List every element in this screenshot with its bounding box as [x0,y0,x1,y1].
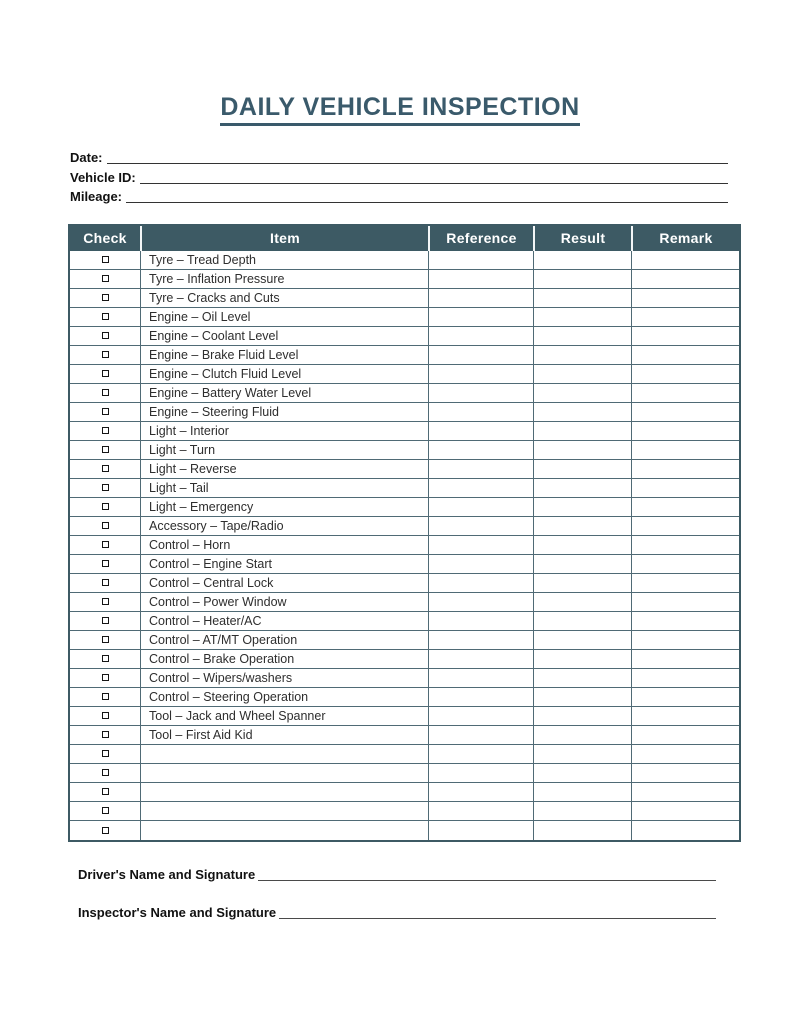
checkbox-icon[interactable] [102,655,109,662]
checkbox-icon[interactable] [102,598,109,605]
check-cell [70,289,140,308]
reference-cell[interactable] [428,612,533,631]
table-row [70,726,739,745]
checkbox-icon[interactable] [102,750,109,757]
reference-cell[interactable] [428,764,533,783]
result-cell[interactable] [533,308,631,327]
reference-cell[interactable] [428,707,533,726]
item-label: Tyre – Tread Depth [149,252,257,267]
check-cell [70,403,140,422]
item-label: Light – Interior [149,423,229,438]
item-cell [140,593,428,612]
checkbox-icon[interactable] [102,541,109,548]
table-row [70,384,739,403]
checkbox-icon[interactable] [102,503,109,510]
item-label: Accessory – Tape/Radio [149,518,284,533]
checkbox-icon[interactable] [102,465,109,472]
result-cell[interactable] [533,802,631,821]
table-row [70,441,739,460]
checkbox-icon[interactable] [102,408,109,415]
remark-cell[interactable] [631,555,739,574]
check-cell [70,612,140,631]
remark-cell[interactable] [631,346,739,365]
table-row [70,688,739,707]
item-cell [140,574,428,593]
remark-cell[interactable] [631,745,739,764]
result-cell[interactable] [533,365,631,384]
checkbox-icon[interactable] [102,788,109,795]
table-row [70,536,739,555]
inspection-table [68,224,741,842]
table-row [70,498,739,517]
check-cell [70,536,140,555]
reference-cell[interactable] [428,384,533,403]
reference-cell[interactable] [428,479,533,498]
check-cell [70,726,140,745]
reference-cell[interactable] [428,726,533,745]
item-cell [140,346,428,365]
checkbox-icon[interactable] [102,351,109,358]
remark-cell[interactable] [631,764,739,783]
page-title: DAILY VEHICLE INSPECTION [220,93,579,126]
remark-cell[interactable] [631,479,739,498]
driver-signature-label: Driver's Name and Signature [78,866,256,882]
check-cell [70,593,140,612]
checkbox-icon[interactable] [102,827,109,834]
checkbox-icon[interactable] [102,769,109,776]
item-cell [140,726,428,745]
item-label: Light – Reverse [149,461,237,476]
reference-cell[interactable] [428,498,533,517]
remark-cell[interactable] [631,631,739,650]
item-cell [140,308,428,327]
remark-cell[interactable] [631,289,739,308]
inspection-table-wrap [68,224,737,842]
item-cell [140,460,428,479]
result-cell[interactable] [533,688,631,707]
table-row [70,783,739,802]
remark-cell[interactable] [631,593,739,612]
table-row [70,745,739,764]
item-label: Tyre – Inflation Pressure [149,271,285,286]
remark-cell[interactable] [631,517,739,536]
inspector-signature-row [78,903,716,920]
checkbox-icon[interactable] [102,446,109,453]
table-row [70,612,739,631]
check-cell [70,574,140,593]
item-label: Tyre – Cracks and Cuts [149,290,280,305]
mileage-label: Mileage: [70,188,123,204]
table-row [70,270,739,289]
driver-signature-row [78,865,716,882]
item-cell [140,802,428,821]
checkbox-icon[interactable] [102,674,109,681]
col-header-item: Item [140,226,428,251]
reference-cell[interactable] [428,327,533,346]
result-cell[interactable] [533,517,631,536]
table-row [70,308,739,327]
item-label: Control – Steering Operation [149,689,309,704]
field-row-vehicle-id [70,166,728,185]
title-row [0,0,800,126]
reference-cell[interactable] [428,593,533,612]
result-cell[interactable] [533,384,631,403]
reference-cell[interactable] [428,346,533,365]
result-cell[interactable] [533,536,631,555]
table-header-row [70,226,739,251]
item-cell [140,365,428,384]
item-label: Light – Tail [149,480,209,495]
item-cell [140,764,428,783]
item-cell [140,745,428,764]
table-row [70,289,739,308]
header-fields [70,147,728,205]
checkbox-icon[interactable] [102,731,109,738]
vehicle-id-input-line[interactable] [140,170,728,184]
item-cell [140,631,428,650]
check-cell [70,745,140,764]
remark-cell[interactable] [631,460,739,479]
item-cell [140,327,428,346]
reference-cell[interactable] [428,460,533,479]
checkbox-icon[interactable] [102,617,109,624]
result-cell[interactable] [533,574,631,593]
table-row [70,669,739,688]
item-cell [140,688,428,707]
reference-cell[interactable] [428,289,533,308]
remark-cell[interactable] [631,365,739,384]
check-cell [70,631,140,650]
result-cell[interactable] [533,498,631,517]
remark-cell[interactable] [631,441,739,460]
mileage-input-line[interactable] [126,189,728,203]
table-row [70,707,739,726]
check-cell [70,365,140,384]
reference-cell[interactable] [428,821,533,840]
item-cell [140,821,428,840]
item-label: Engine – Brake Fluid Level [149,347,299,362]
reference-cell[interactable] [428,365,533,384]
check-cell [70,422,140,441]
reference-cell[interactable] [428,251,533,270]
result-cell[interactable] [533,783,631,802]
reference-cell[interactable] [428,802,533,821]
date-label: Date: [70,150,103,166]
item-cell [140,441,428,460]
item-cell [140,650,428,669]
result-cell[interactable] [533,441,631,460]
field-row-date [70,147,728,166]
table-row [70,422,739,441]
check-cell [70,498,140,517]
reference-cell[interactable] [428,745,533,764]
remark-cell[interactable] [631,308,739,327]
item-cell [140,384,428,403]
remark-cell[interactable] [631,821,739,840]
table-row [70,631,739,650]
table-row [70,517,739,536]
reference-cell[interactable] [428,422,533,441]
checkbox-icon[interactable] [102,484,109,491]
reference-cell[interactable] [428,555,533,574]
result-cell[interactable] [533,631,631,650]
reference-cell[interactable] [428,650,533,669]
reference-cell[interactable] [428,308,533,327]
col-header-reference: Reference [428,226,533,251]
table-row [70,479,739,498]
remark-cell[interactable] [631,802,739,821]
driver-signature-line[interactable] [258,869,716,881]
item-label: Control – Central Lock [149,575,274,590]
checkbox-icon[interactable] [102,807,109,814]
reference-cell[interactable] [428,631,533,650]
checkbox-icon[interactable] [102,522,109,529]
item-cell [140,251,428,270]
item-cell [140,403,428,422]
result-cell[interactable] [533,555,631,574]
table-row [70,593,739,612]
table-row [70,555,739,574]
check-cell [70,802,140,821]
remark-cell[interactable] [631,327,739,346]
checkbox-icon[interactable] [102,693,109,700]
item-cell [140,555,428,574]
check-cell [70,384,140,403]
result-cell[interactable] [533,403,631,422]
date-input-line[interactable] [107,150,728,164]
reference-cell[interactable] [428,669,533,688]
result-cell[interactable] [533,346,631,365]
inspector-signature-line[interactable] [279,907,716,919]
signature-section [78,865,716,920]
item-label: Light – Emergency [149,499,254,514]
reference-cell[interactable] [428,783,533,802]
table-row [70,403,739,422]
item-label: Control – Engine Start [149,556,272,571]
check-cell [70,346,140,365]
checkbox-icon[interactable] [102,313,109,320]
item-label: Control – Wipers/washers [149,670,293,685]
remark-cell[interactable] [631,422,739,441]
item-label: Control – Heater/AC [149,613,262,628]
checkbox-icon[interactable] [102,427,109,434]
result-cell[interactable] [533,726,631,745]
inspector-signature-label: Inspector's Name and Signature [78,904,277,920]
checkbox-icon[interactable] [102,636,109,643]
remark-cell[interactable] [631,669,739,688]
reference-cell[interactable] [428,270,533,289]
checkbox-icon[interactable] [102,712,109,719]
remark-cell[interactable] [631,498,739,517]
item-label: Tool – Jack and Wheel Spanner [149,708,326,723]
reference-cell[interactable] [428,517,533,536]
table-row [70,802,739,821]
col-header-remark: Remark [631,226,739,251]
item-cell [140,517,428,536]
remark-cell[interactable] [631,403,739,422]
result-cell[interactable] [533,270,631,289]
result-cell[interactable] [533,707,631,726]
remark-cell[interactable] [631,270,739,289]
check-cell [70,650,140,669]
check-cell [70,555,140,574]
check-cell [70,460,140,479]
item-cell [140,498,428,517]
item-label: Control – Power Window [149,594,287,609]
item-label: Light – Turn [149,442,216,457]
remark-cell[interactable] [631,707,739,726]
reference-cell[interactable] [428,403,533,422]
item-cell [140,612,428,631]
vehicle-id-label: Vehicle ID: [70,169,136,185]
col-header-check: Check [70,226,140,251]
check-cell [70,783,140,802]
item-label: Engine – Steering Fluid [149,404,279,419]
check-cell [70,821,140,840]
check-cell [70,517,140,536]
table-row [70,460,739,479]
result-cell[interactable] [533,821,631,840]
reference-cell[interactable] [428,441,533,460]
checkbox-icon[interactable] [102,275,109,282]
checkbox-icon[interactable] [102,389,109,396]
result-cell[interactable] [533,289,631,308]
result-cell[interactable] [533,422,631,441]
table-row [70,365,739,384]
remark-cell[interactable] [631,783,739,802]
remark-cell[interactable] [631,384,739,403]
item-label: Engine – Battery Water Level [149,385,312,400]
result-cell[interactable] [533,460,631,479]
result-cell[interactable] [533,745,631,764]
item-label: Control – Horn [149,537,231,552]
item-label: Control – Brake Operation [149,651,295,666]
result-cell[interactable] [533,612,631,631]
check-cell [70,707,140,726]
item-label: Engine – Clutch Fluid Level [149,366,302,381]
remark-cell[interactable] [631,536,739,555]
result-cell[interactable] [533,327,631,346]
item-cell [140,783,428,802]
remark-cell[interactable] [631,726,739,745]
table-row [70,251,739,270]
reference-cell[interactable] [428,536,533,555]
item-label: Engine – Oil Level [149,309,251,324]
check-cell [70,479,140,498]
check-cell [70,308,140,327]
remark-cell[interactable] [631,612,739,631]
check-cell [70,764,140,783]
check-cell [70,688,140,707]
checkbox-icon[interactable] [102,332,109,339]
reference-cell[interactable] [428,574,533,593]
table-row [70,574,739,593]
check-cell [70,669,140,688]
checkbox-icon[interactable] [102,560,109,567]
item-cell [140,270,428,289]
check-cell [70,327,140,346]
remark-cell[interactable] [631,251,739,270]
item-cell [140,707,428,726]
remark-cell[interactable] [631,574,739,593]
item-label: Engine – Coolant Level [149,328,279,343]
check-cell [70,441,140,460]
check-cell [70,270,140,289]
item-cell [140,536,428,555]
field-row-mileage [70,186,728,205]
remark-cell[interactable] [631,688,739,707]
table-row [70,821,739,840]
result-cell[interactable] [533,650,631,669]
item-cell [140,479,428,498]
table-row [70,346,739,365]
checkbox-icon[interactable] [102,579,109,586]
check-cell [70,251,140,270]
result-cell[interactable] [533,593,631,612]
item-cell [140,422,428,441]
checkbox-icon[interactable] [102,294,109,301]
item-cell [140,289,428,308]
result-cell[interactable] [533,764,631,783]
result-cell[interactable] [533,669,631,688]
checkbox-icon[interactable] [102,370,109,377]
checkbox-icon[interactable] [102,256,109,263]
table-row [70,650,739,669]
result-cell[interactable] [533,479,631,498]
col-header-result: Result [533,226,631,251]
table-row [70,327,739,346]
item-label: Tool – First Aid Kid [149,727,253,742]
result-cell[interactable] [533,251,631,270]
item-label: Control – AT/MT Operation [149,632,298,647]
table-body [70,251,739,840]
remark-cell[interactable] [631,650,739,669]
table-row [70,764,739,783]
reference-cell[interactable] [428,688,533,707]
item-cell [140,669,428,688]
